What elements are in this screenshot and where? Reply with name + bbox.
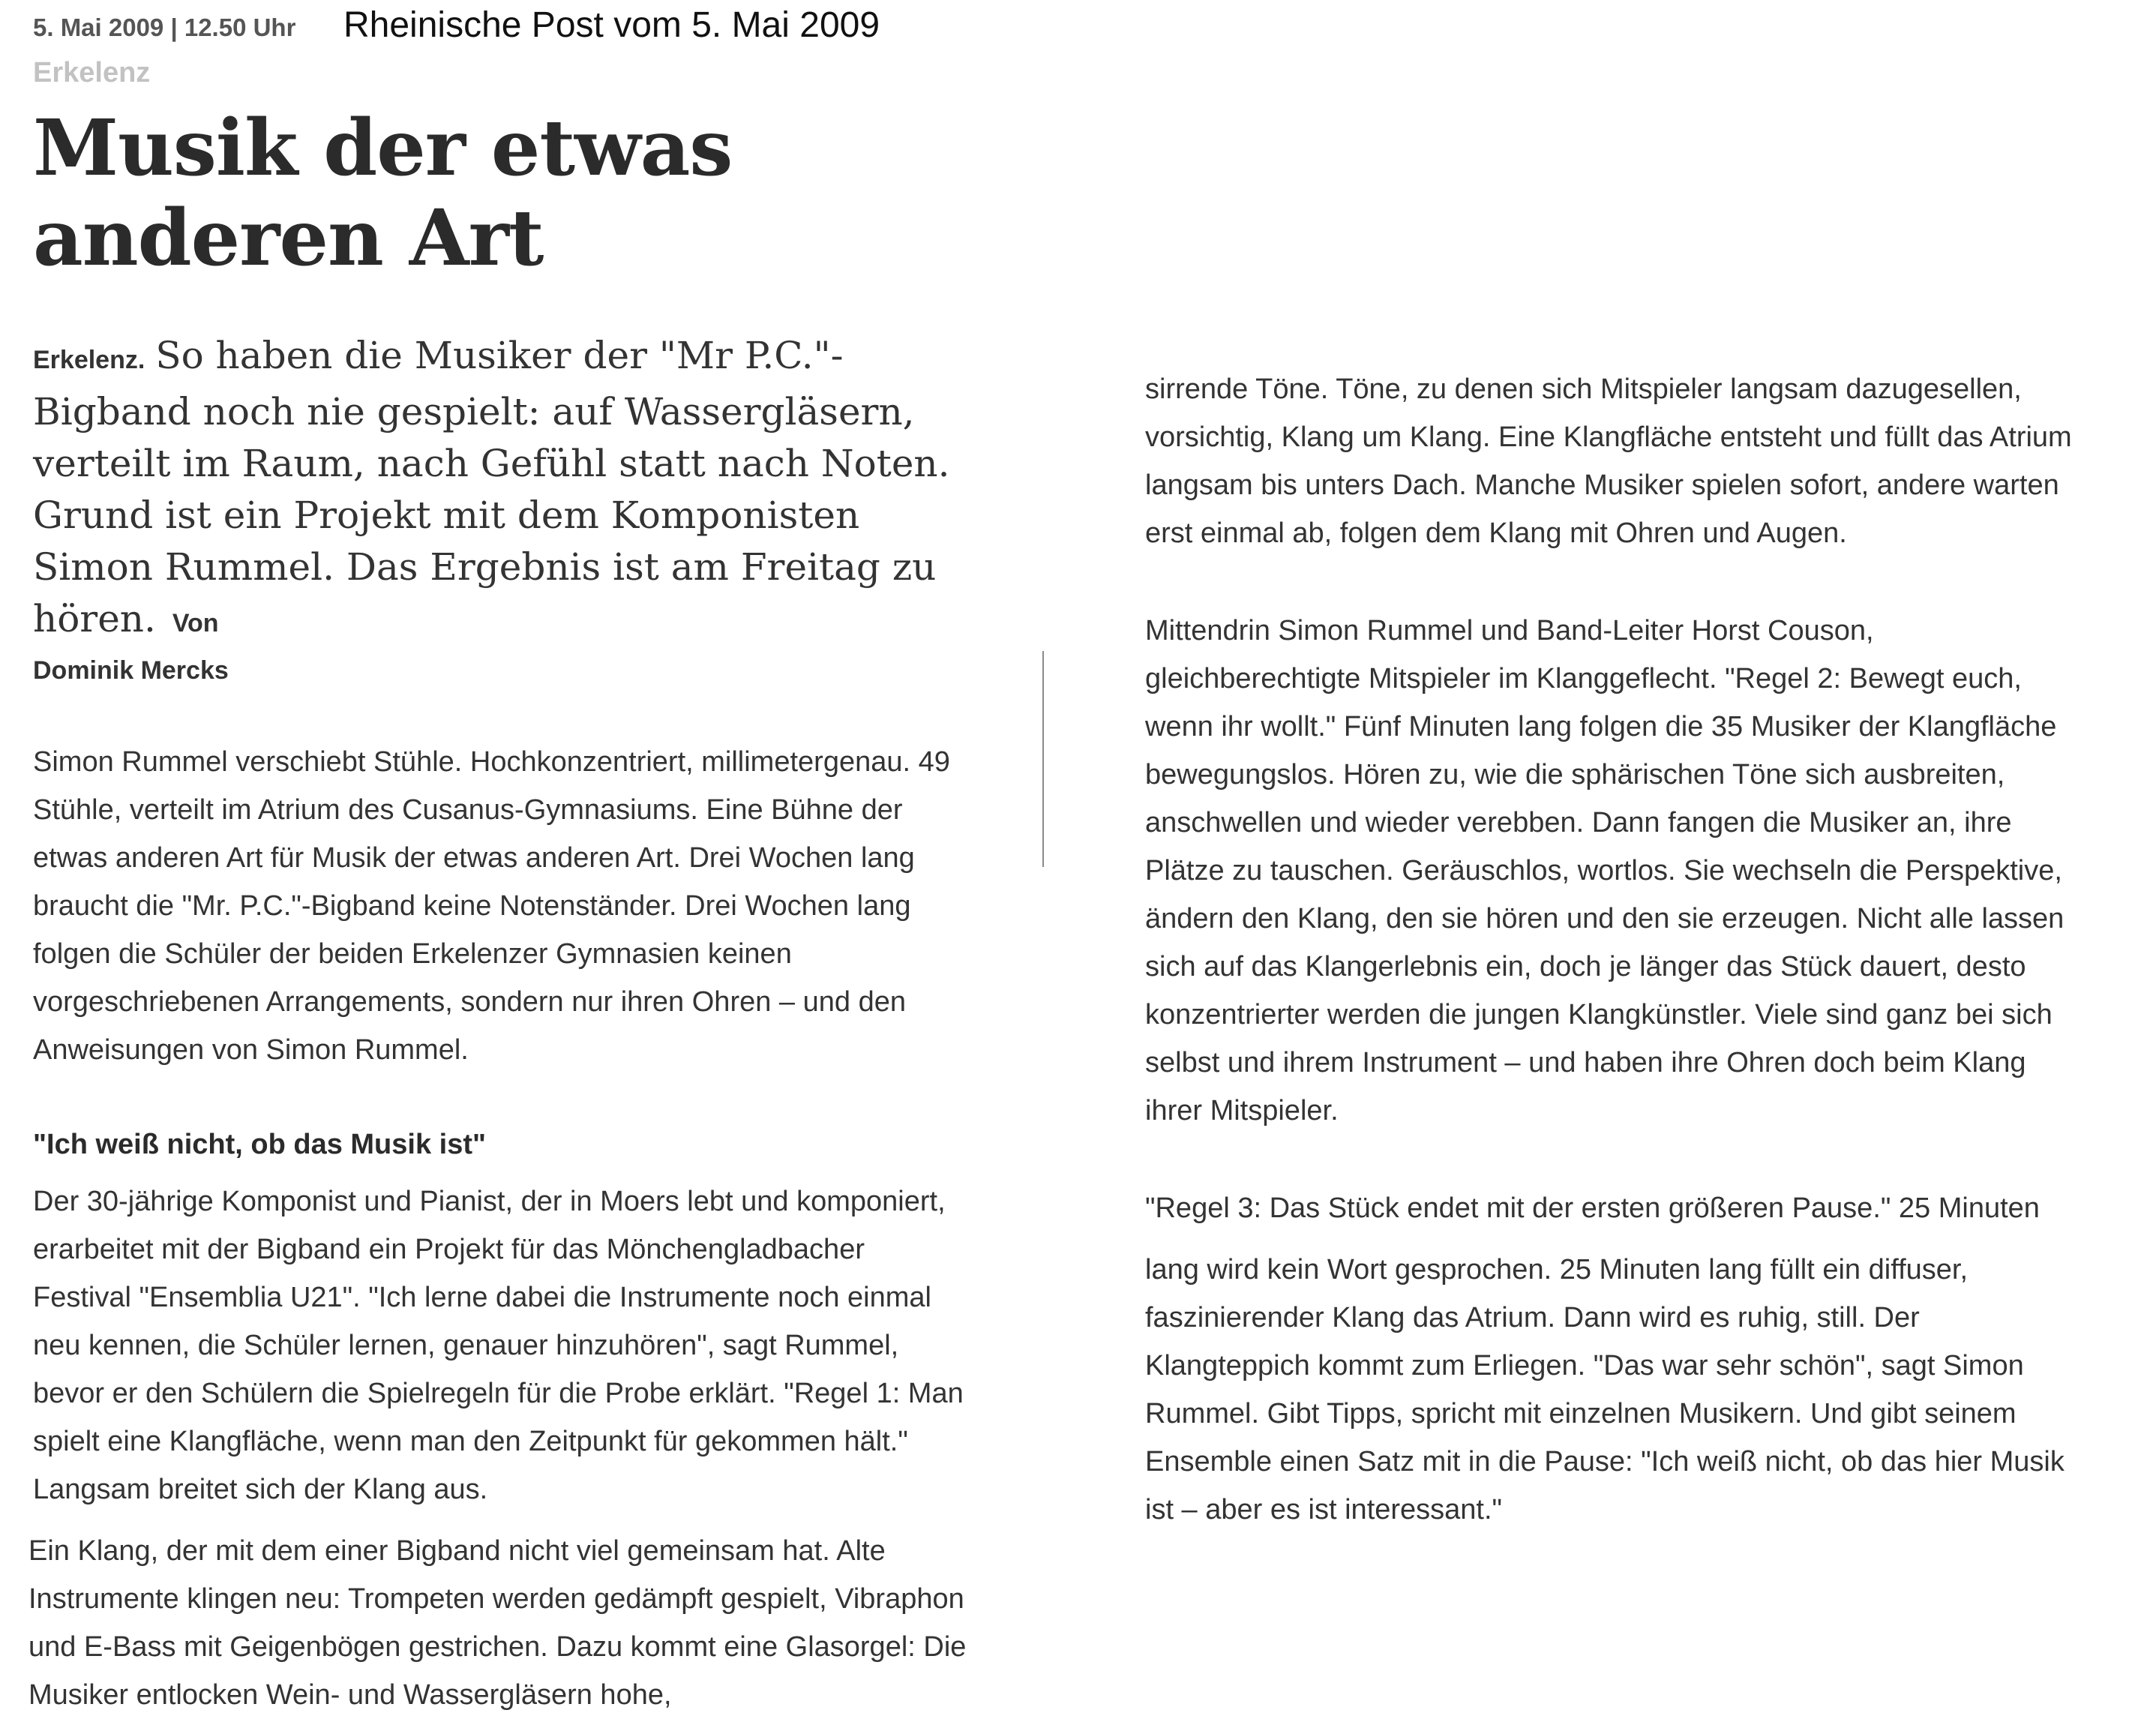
spacer — [1145, 557, 2090, 607]
left-column — [28, 330, 970, 1719]
byline-author: Dominik Mercks — [33, 656, 229, 685]
article-subheading: "Ich weiß nicht, ob das Musik ist" — [33, 1129, 487, 1160]
byline-von: Von — [172, 609, 219, 638]
spacer — [33, 688, 970, 738]
source-note: Rheinische Post vom 5. Mai 2009 — [343, 5, 880, 45]
spacer — [1145, 1232, 2090, 1246]
article-headline — [33, 104, 783, 284]
spacer — [33, 1168, 970, 1178]
spacer — [33, 1514, 970, 1527]
body-paragraph-1: Simon Rummel verschiebt Stühle. Hochkonzentriert, millimetergenau. 49 Stühle, verteilt im Atrium des Cusanus-Gymnasiums. Eine Bühne der etwas anderen Art für Musik der etwas anderen Art. Drei Wochen lang braucht die "Mr. P.C."-Bigband keine Notenständer. Drei Wochen lang folgen die Schüler der beiden Erkelenzer Gymnasien keinen vorgeschriebenen Arrangements, sondern nur ihren Ohren – und den Anweisungen von Simon Rummel. — [33, 746, 950, 1066]
body-paragraph-4: sirrende Töne. Töne, zu denen sich Mitspieler langsam dazugesellen, vorsichtig, Klang um Klang. Eine Klangfläche entsteht und füllt das Atrium langsam bis unters Dach. Manche Musiker spielen sofort, andere warten erst einmal ab, folgen dem Klang mit Ohren und Augen. — [1145, 374, 2072, 549]
body-paragraph-3: Ein Klang, der mit dem einer Bigband nicht viel gemeinsam hat. Alte Instrumente klingen neu: Trompeten werden gedämpft gespielt, Vibraphon und E-Bass mit Geigenbögen gestrichen. Dazu kommt eine Glasorgel: Die Musiker entlocken Wein- und Wassergläsern hohe, — [28, 1535, 967, 1711]
body-paragraph-2: Der 30-jährige Komponist und Pianist, der in Moers lebt und komponiert, erarbeitet mit der Bigband ein Projekt für das Mönchengladbacher Festival "Ensemblia U21". "Ich lerne dabei die Instrumente noch einmal neu kennen, die Schüler lernen, genauer hinzuhören", sagt Rummel, bevor er den Schülern die Spielregeln für die Probe erklärt. "Regel 1: Man spielt eine Klangfläche, wenn man den Zeitpunkt für gekommen hält." Langsam breitet sich der Klang aus. — [33, 1186, 964, 1505]
headline-line-2: anderen Art — [33, 193, 544, 284]
lead-dateline: Erkelenz. — [33, 346, 145, 374]
body-paragraph-5: Mittendrin Simon Rummel und Band-Leiter Horst Couson, gleichberechtigte Mitspieler im Klanggeflecht. "Regel 2: Bewegt euch, wenn ihr wollt." Fünf Minuten lang folgen die 35 Musiker der Klangfläche bewegungslos. Hören zu, wie die sphärischen Töne sich ausbreiten, anschwellen und wieder verebben. Dann fangen die Musiker an, ihre Plätze zu tauschen. Geräuschlos, wortlos. Sie wechseln die Perspektive, ändern den Klang, den sie hören und den sie erzeugen. Nicht alle lassen sich auf das Klangerlebnis ein, doch je länger das Stück dauert, desto konzentrierter werden die jungen Klangkünstler. Viele sind ganz bei sich selbst und ihrem Instrument – und haben ihre Ohren doch beim Klang ihrer Mitspieler. — [1145, 615, 2065, 1126]
column-divider — [1042, 651, 1044, 867]
article-lead — [33, 330, 970, 650]
lead-text: So haben die Musiker der "Mr P.C."-Bigband noch nie gespielt: auf Wassergläsern, verteilt im Raum, nach Gefühl statt nach Noten. Grund ist ein Projekt mit dem Komponisten Simon Rummel. Das Ergebnis ist am Freitag zu hören. — [33, 334, 950, 640]
body-paragraph-6: "Regel 3: Das Stück endet mit der ersten größeren Pause." 25 Minuten — [1145, 1192, 2040, 1224]
body-paragraph-7: lang wird kein Wort gesprochen. 25 Minuten lang füllt ein diffuser, faszinierender Klang das Atrium. Dann wird es ruhig, still. Der Klangteppich kommt zum Erliegen. "Das war sehr schön", sagt Simon Rummel. Gibt Tipps, spricht mit einzelnen Musikern. Und gibt seinem Ensemble einen Satz mit in die Pause: "Ich weiß nicht, ob das hier Musik ist – aber es ist interessant." — [1145, 1254, 2065, 1526]
section-label: Erkelenz — [33, 57, 151, 88]
headline-line-1: Musik der etwas — [33, 103, 733, 194]
spacer — [33, 1074, 970, 1120]
article-date-time: 5. Mai 2009 | 12.50 Uhr — [33, 14, 296, 41]
spacer — [1145, 1135, 2090, 1184]
right-column — [1145, 365, 2090, 1534]
